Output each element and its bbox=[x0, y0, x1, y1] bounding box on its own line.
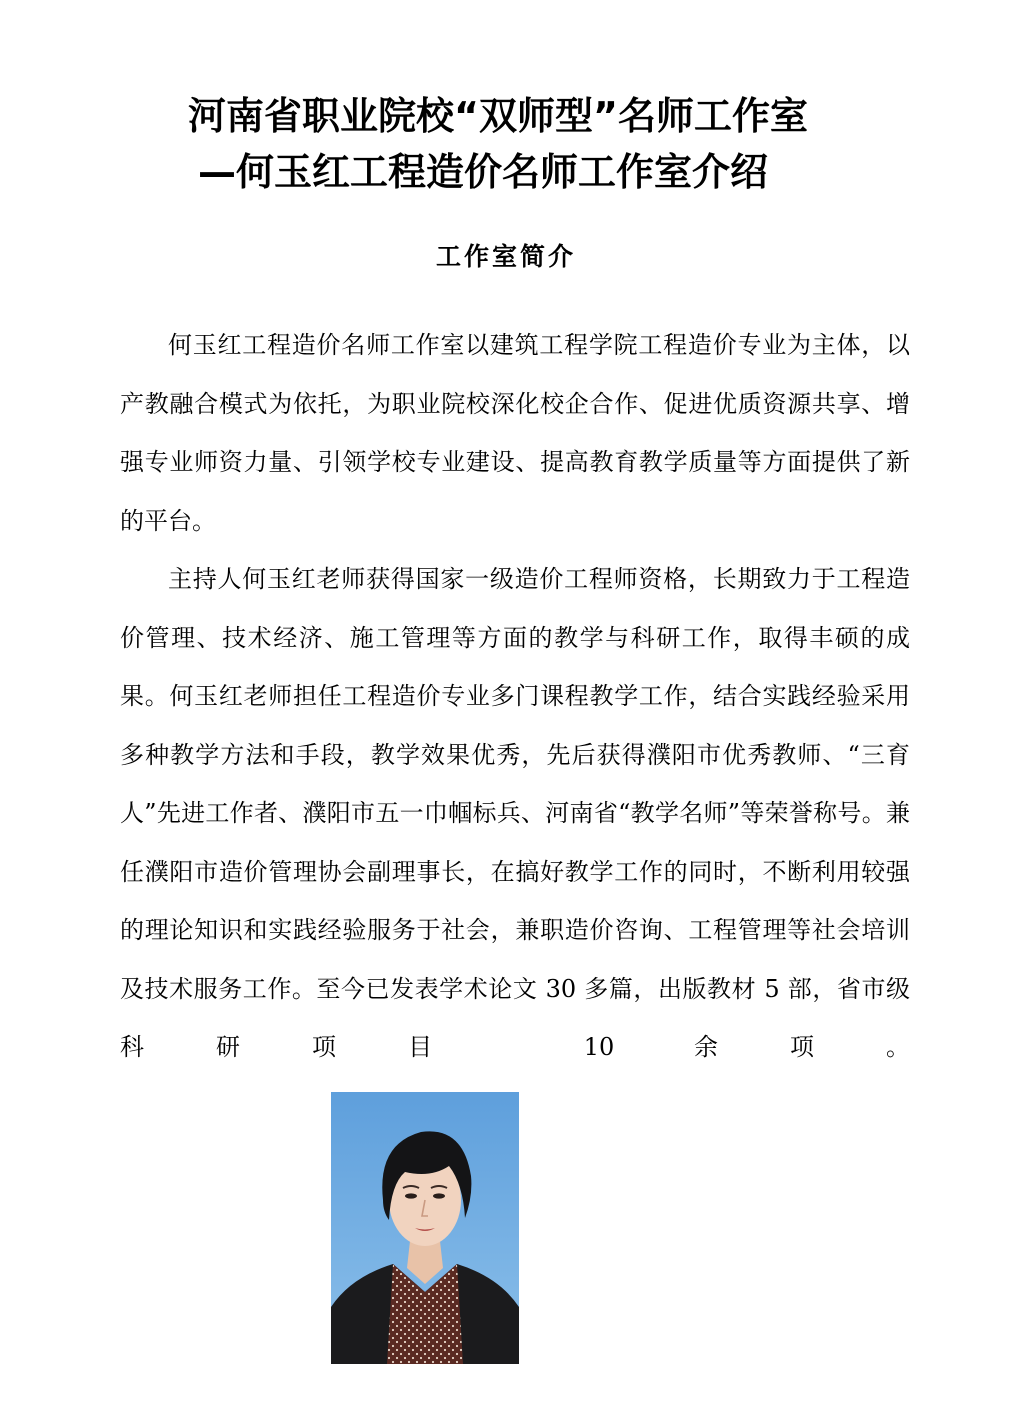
document-title-line-2: —何玉红工程造价名师工作室介绍 bbox=[198, 150, 769, 194]
right-eye bbox=[433, 1193, 445, 1198]
intro-paragraph: 何玉红工程造价名师工作室以建筑工程学院工程造价专业为主体，以产教融合模式为依托，为职业院校深化校企合作、促进优质资源共享、增强专业师资力量、引领学校专业建设、提高教育教学质量等方面提供了新的平台。 bbox=[120, 331, 910, 535]
portrait-photo bbox=[331, 1092, 519, 1364]
document-title-line-1: 河南省职业院校“双师型”名师工作室 bbox=[188, 94, 808, 138]
host-paragraph: 主持人何玉红老师获得国家一级造价工程师资格，长期致力于工程造价管理、技术经济、施工管理等方面的教学与科研工作，取得丰硕的成果。何玉红老师担任工程造价专业多门课程教学工作，结合实践经验采用多种教学方法和手段，教学效果优秀，先后获得濮阳市优秀教师、“三育人”先进工作者、濮阳市五一巾帼标兵、河南省“教学名师”等荣誉称号。兼任濮阳市造价管理协会副理事长，在搞好教学工作的同时，不断利用较强的理论知识和实践经验服务于社会，兼职造价咨询、工程管理等社会培训及技术服务工作。至今已发表学术论文 30 多篇，出版教材 5 部，省市级科研项目 10 余项。 bbox=[120, 565, 910, 1061]
section-heading: 工作室简介 bbox=[435, 242, 576, 271]
left-eye bbox=[405, 1193, 417, 1198]
